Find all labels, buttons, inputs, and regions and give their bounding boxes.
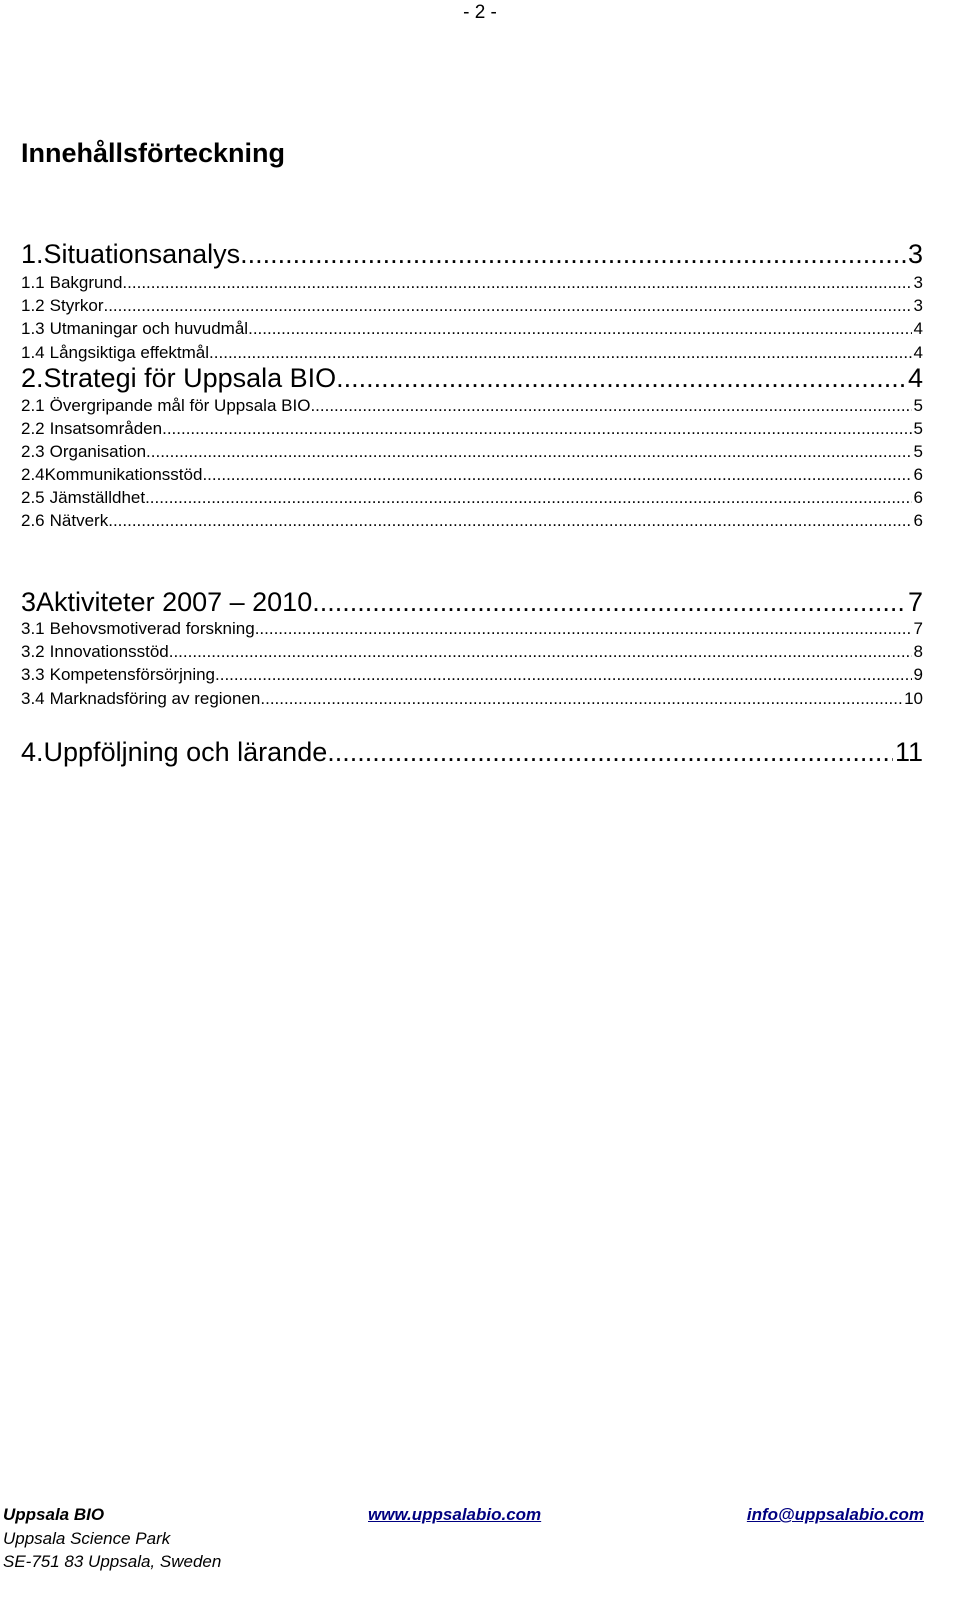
dot-leader	[209, 342, 911, 364]
dot-leader	[312, 586, 906, 618]
toc-entry-label: Aktiviteter 2007 – 2010	[36, 587, 313, 617]
toc-entry-3-1[interactable]	[21, 618, 923, 640]
footer-address-line2: SE-751 83 Uppsala, Sweden	[3, 1552, 222, 1571]
toc-entry-page: 11	[894, 737, 923, 767]
toc-entry-1-2[interactable]	[21, 295, 923, 317]
toc-entry-page: 10	[904, 689, 923, 708]
toc-entry-number: 4.	[21, 737, 44, 767]
dot-leader	[122, 272, 911, 294]
toc-entry-number: 3.4	[21, 689, 45, 708]
toc-entry-page: 4	[913, 343, 923, 362]
toc-entry-3-4[interactable]	[21, 688, 923, 710]
footer-email-link[interactable]: info@uppsalabio.com	[746, 1505, 924, 1524]
toc-entry-number: 2.2	[21, 419, 45, 438]
toc-entry-number: 2.5	[21, 488, 45, 507]
toc-entry-2-1[interactable]	[21, 395, 923, 417]
toc-entry-number: 2.3	[21, 442, 45, 461]
toc-entry-page: 8	[913, 642, 923, 661]
toc-entry-2[interactable]	[21, 362, 923, 394]
toc-entry-label: Insatsområden	[49, 419, 163, 438]
toc-entry-label: Kommunikationsstöd	[44, 465, 203, 484]
dot-leader	[327, 736, 893, 768]
toc-entry-2-3[interactable]	[21, 441, 923, 463]
toc-entry-page: 3	[913, 273, 923, 292]
toc-entry-page: 6	[913, 511, 923, 530]
page-number: - 2 -	[463, 2, 497, 23]
toc-entry-number: 3.3	[21, 665, 45, 684]
toc-entry-2-2[interactable]	[21, 418, 923, 440]
toc-entry-label: Situationsanalys	[43, 239, 241, 269]
toc-entry-label: Kompetensförsörjning	[49, 665, 216, 684]
toc-entry-page: 4	[913, 319, 923, 338]
toc-entry-label: Innovationsstöd	[49, 642, 169, 661]
toc-entry-1[interactable]	[21, 238, 923, 270]
toc-entry-label: Marknadsföring av regionen	[49, 689, 261, 708]
toc-entry-number: 1.1	[21, 273, 45, 292]
toc-entry-label: Organisation	[49, 442, 147, 461]
toc-entry-page: 6	[913, 488, 923, 507]
toc-entry-1-4[interactable]	[21, 342, 923, 364]
toc-entry-page: 5	[913, 419, 923, 438]
toc-entry-number: 3.1	[21, 619, 45, 638]
dot-leader	[255, 618, 912, 640]
dot-leader	[260, 688, 902, 710]
toc-entry-label: Långsiktiga effektmål	[49, 343, 210, 362]
dot-leader	[146, 441, 912, 463]
toc-entry-page: 6	[913, 465, 923, 484]
footer-website-link[interactable]: www.uppsalabio.com	[368, 1505, 542, 1524]
toc-entry-page: 4	[907, 363, 923, 393]
toc-entry-number: 2.4	[21, 465, 45, 484]
toc-entry-number: 2.1	[21, 396, 45, 415]
dot-leader	[248, 318, 911, 340]
toc-entry-2-5[interactable]	[21, 487, 923, 509]
toc-entry-number: 1.4	[21, 343, 45, 362]
toc-entry-page: 7	[907, 587, 923, 617]
toc-entry-label: Strategi för Uppsala BIO	[43, 363, 337, 393]
toc-entry-label: Övergripande mål för Uppsala BIO	[49, 396, 311, 415]
toc-entry-4[interactable]	[21, 736, 923, 768]
dot-leader	[336, 362, 906, 394]
toc-entry-2-4[interactable]	[21, 464, 923, 486]
toc-entry-number: 2.	[21, 363, 44, 393]
toc-entry-number: 2.6	[21, 511, 45, 530]
toc-entry-label: Nätverk	[49, 511, 109, 530]
toc-entry-number: 1.3	[21, 319, 45, 338]
toc-entry-label: Uppföljning och lärande	[43, 737, 328, 767]
dot-leader	[310, 395, 911, 417]
toc-entry-label: Bakgrund	[49, 273, 123, 292]
toc-entry-3-2[interactable]	[21, 641, 923, 663]
toc-entry-label: Behovsmotiverad forskning	[49, 619, 255, 638]
toc-title: Innehållsförteckning	[21, 138, 286, 168]
toc-entry-number: 1.2	[21, 296, 45, 315]
dot-leader	[169, 641, 912, 663]
toc-entry-page: 5	[913, 396, 923, 415]
toc-entry-2-6[interactable]	[21, 510, 923, 532]
toc-entry-page: 9	[913, 665, 923, 684]
toc-entry-number: 3.2	[21, 642, 45, 661]
toc-entry-3[interactable]	[21, 586, 923, 618]
dot-leader	[202, 464, 911, 486]
footer-address-line1: Uppsala Science Park	[3, 1529, 171, 1548]
toc-entry-page: 3	[913, 296, 923, 315]
toc-entry-page: 3	[907, 239, 923, 269]
toc-entry-number: 3	[21, 587, 37, 617]
toc-entry-1-1[interactable]	[21, 272, 923, 294]
toc-entry-label: Jämställdhet	[49, 488, 146, 507]
toc-entry-label: Styrkor	[49, 296, 104, 315]
dot-leader	[103, 295, 911, 317]
toc-entry-number: 1.	[21, 239, 44, 269]
toc-entry-3-3[interactable]	[21, 664, 923, 686]
toc-entry-label: Utmaningar och huvudmål	[49, 319, 249, 338]
dot-leader	[162, 418, 911, 440]
dot-leader	[108, 510, 911, 532]
toc-entry-1-3[interactable]	[21, 318, 923, 340]
dot-leader	[215, 664, 912, 686]
footer-organization: Uppsala BIO	[3, 1505, 105, 1524]
toc-entry-page: 5	[913, 442, 923, 461]
toc-entry-page: 7	[913, 619, 923, 638]
dot-leader	[145, 487, 911, 509]
dot-leader	[240, 238, 906, 270]
